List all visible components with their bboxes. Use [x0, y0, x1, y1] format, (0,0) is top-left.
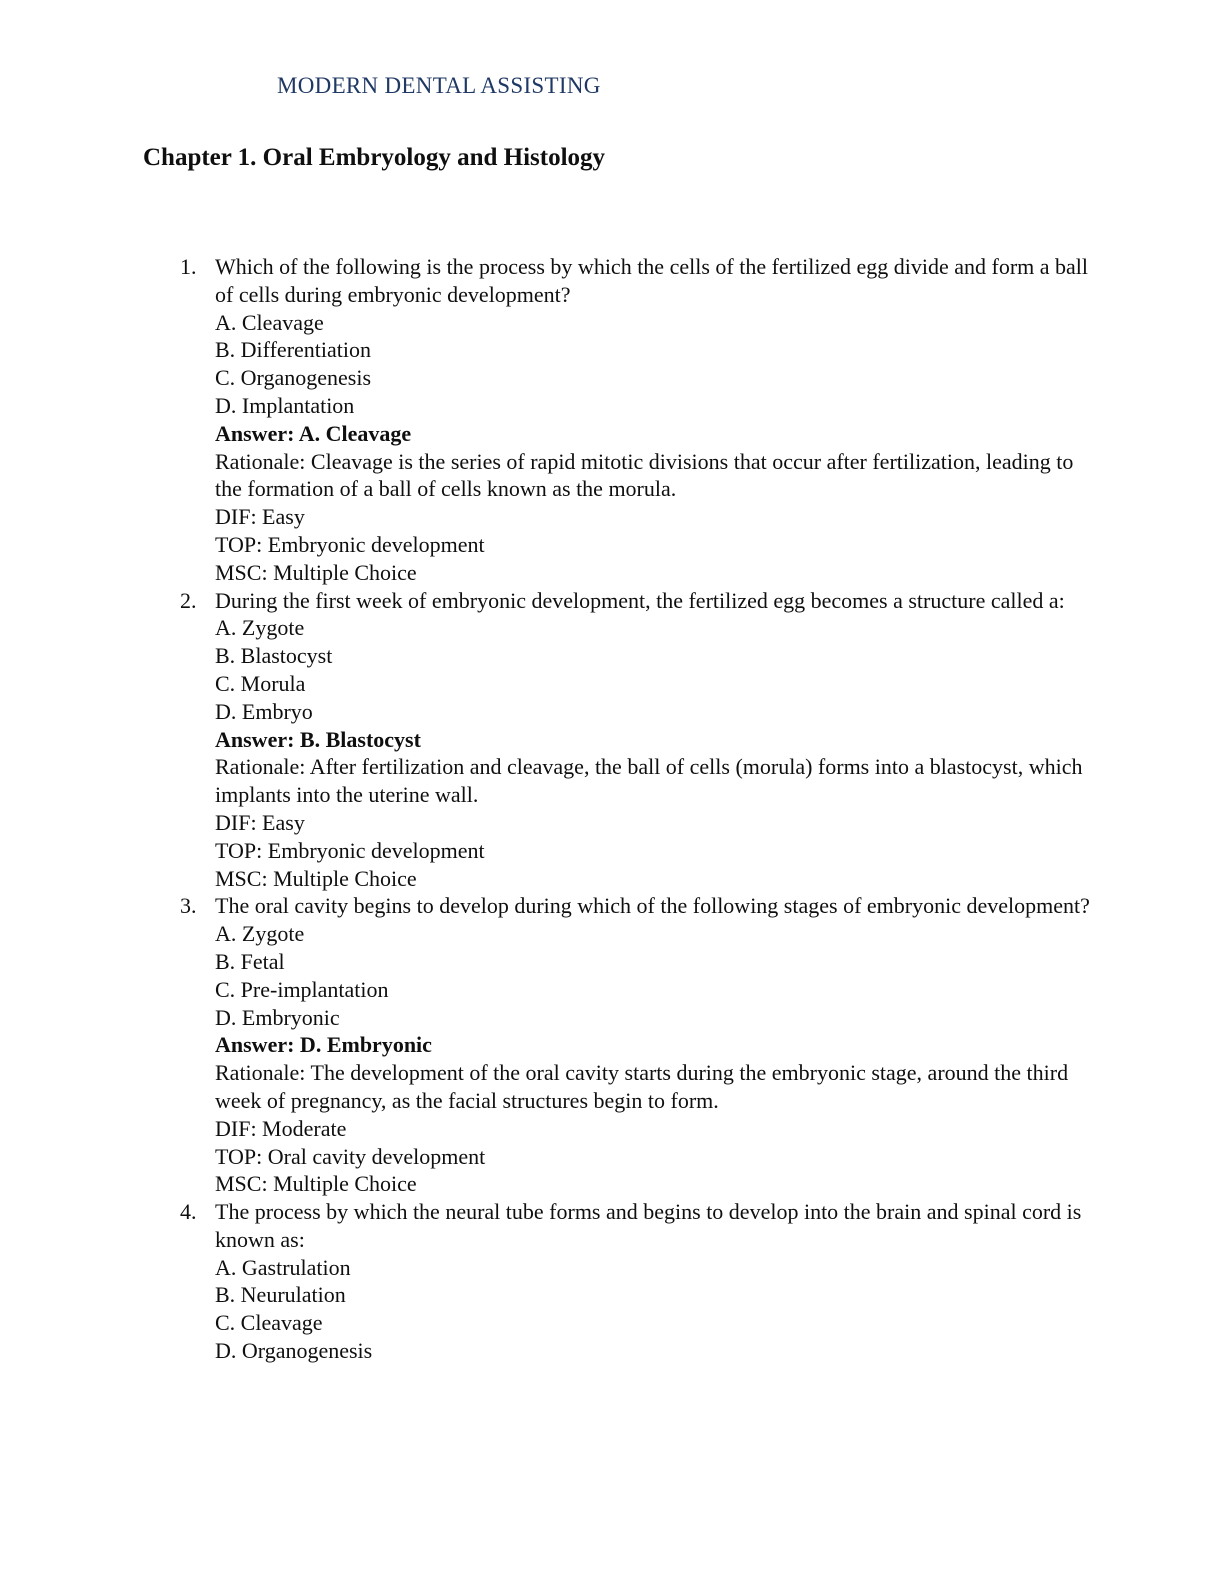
question-option-c: C. Morula [215, 670, 306, 696]
question-item-4 [180, 1198, 1090, 1365]
question-rationale: Rationale: After fertilization and cleavage, the ball of cells (morula) forms into a blastocyst, which implants into the uterine wall. [215, 754, 1083, 808]
question-option-d: D. Implantation [215, 392, 355, 418]
question-dif: DIF: Moderate [215, 1115, 347, 1141]
question-number: 4. [180, 1199, 197, 1225]
question-body [215, 253, 1090, 587]
question-option-b: B. Neurulation [215, 1282, 346, 1308]
question-option-a: A. Zygote [215, 615, 305, 641]
question-list [180, 253, 1090, 1365]
question-text: During the first week of embryonic development, the fertilized egg becomes a structure called a: [215, 587, 1065, 613]
question-msc: MSC: Multiple Choice [215, 865, 417, 891]
question-top: TOP: Embryonic development [215, 531, 485, 557]
question-body [215, 1198, 1090, 1365]
question-option-c: C. Organogenesis [215, 365, 372, 391]
chapter-title: Chapter 1. Oral Embryology and Histology [143, 144, 606, 171]
question-option-c: C. Pre-implantation [215, 976, 389, 1002]
document-title: MODERN DENTAL ASSISTING [277, 73, 601, 98]
question-number: 1. [180, 254, 197, 279]
question-option-a: A. Cleavage [215, 309, 324, 335]
question-option-a: A. Gastrulation [215, 1254, 351, 1280]
question-option-c: C. Cleavage [215, 1310, 323, 1336]
question-item-3 [180, 892, 1090, 1198]
question-msc: MSC: Multiple Choice [215, 1171, 417, 1197]
question-body [215, 587, 1090, 893]
question-answer: Answer: D. Embryonic [215, 1032, 432, 1058]
question-option-b: B. Fetal [215, 948, 285, 974]
question-top: TOP: Oral cavity development [215, 1143, 486, 1169]
question-number: 3. [180, 893, 197, 919]
question-dif: DIF: Easy [215, 504, 305, 530]
question-option-d: D. Organogenesis [215, 1338, 373, 1364]
document-header [277, 72, 1224, 99]
question-body [215, 892, 1090, 1198]
question-rationale: Rationale: Cleavage is the series of rapid mitotic divisions that occur after fertilization, leading to the formation of a ball of cells known as the morula. [215, 448, 1074, 502]
question-item-2 [180, 587, 1090, 893]
question-answer: Answer: B. Blastocyst [215, 726, 421, 752]
question-answer: Answer: A. Cleavage [215, 420, 412, 446]
question-option-b: B. Blastocyst [215, 643, 333, 669]
question-number: 2. [180, 587, 197, 613]
question-text: Which of the following is the process by which the cells of the fertilized egg divide and form a ball of cells during embryonic development? [215, 254, 1089, 307]
question-option-d: D. Embryonic [215, 1004, 340, 1030]
question-option-d: D. Embryo [215, 698, 313, 724]
question-text: The process by which the neural tube forms and begins to develop into the brain and spinal cord is known as: [215, 1199, 1082, 1252]
question-top: TOP: Embryonic development [215, 837, 485, 863]
question-option-a: A. Zygote [215, 921, 305, 947]
question-item-1 [180, 253, 1090, 587]
question-option-b: B. Differentiation [215, 337, 371, 363]
question-dif: DIF: Easy [215, 809, 305, 835]
question-rationale: Rationale: The development of the oral cavity starts during the embryonic stage, around the third week of pregnancy, as the facial structures begin to form. [215, 1060, 1069, 1113]
question-msc: MSC: Multiple Choice [215, 559, 417, 585]
question-text: The oral cavity begins to develop during which of the following stages of embryonic development? [215, 893, 1090, 919]
